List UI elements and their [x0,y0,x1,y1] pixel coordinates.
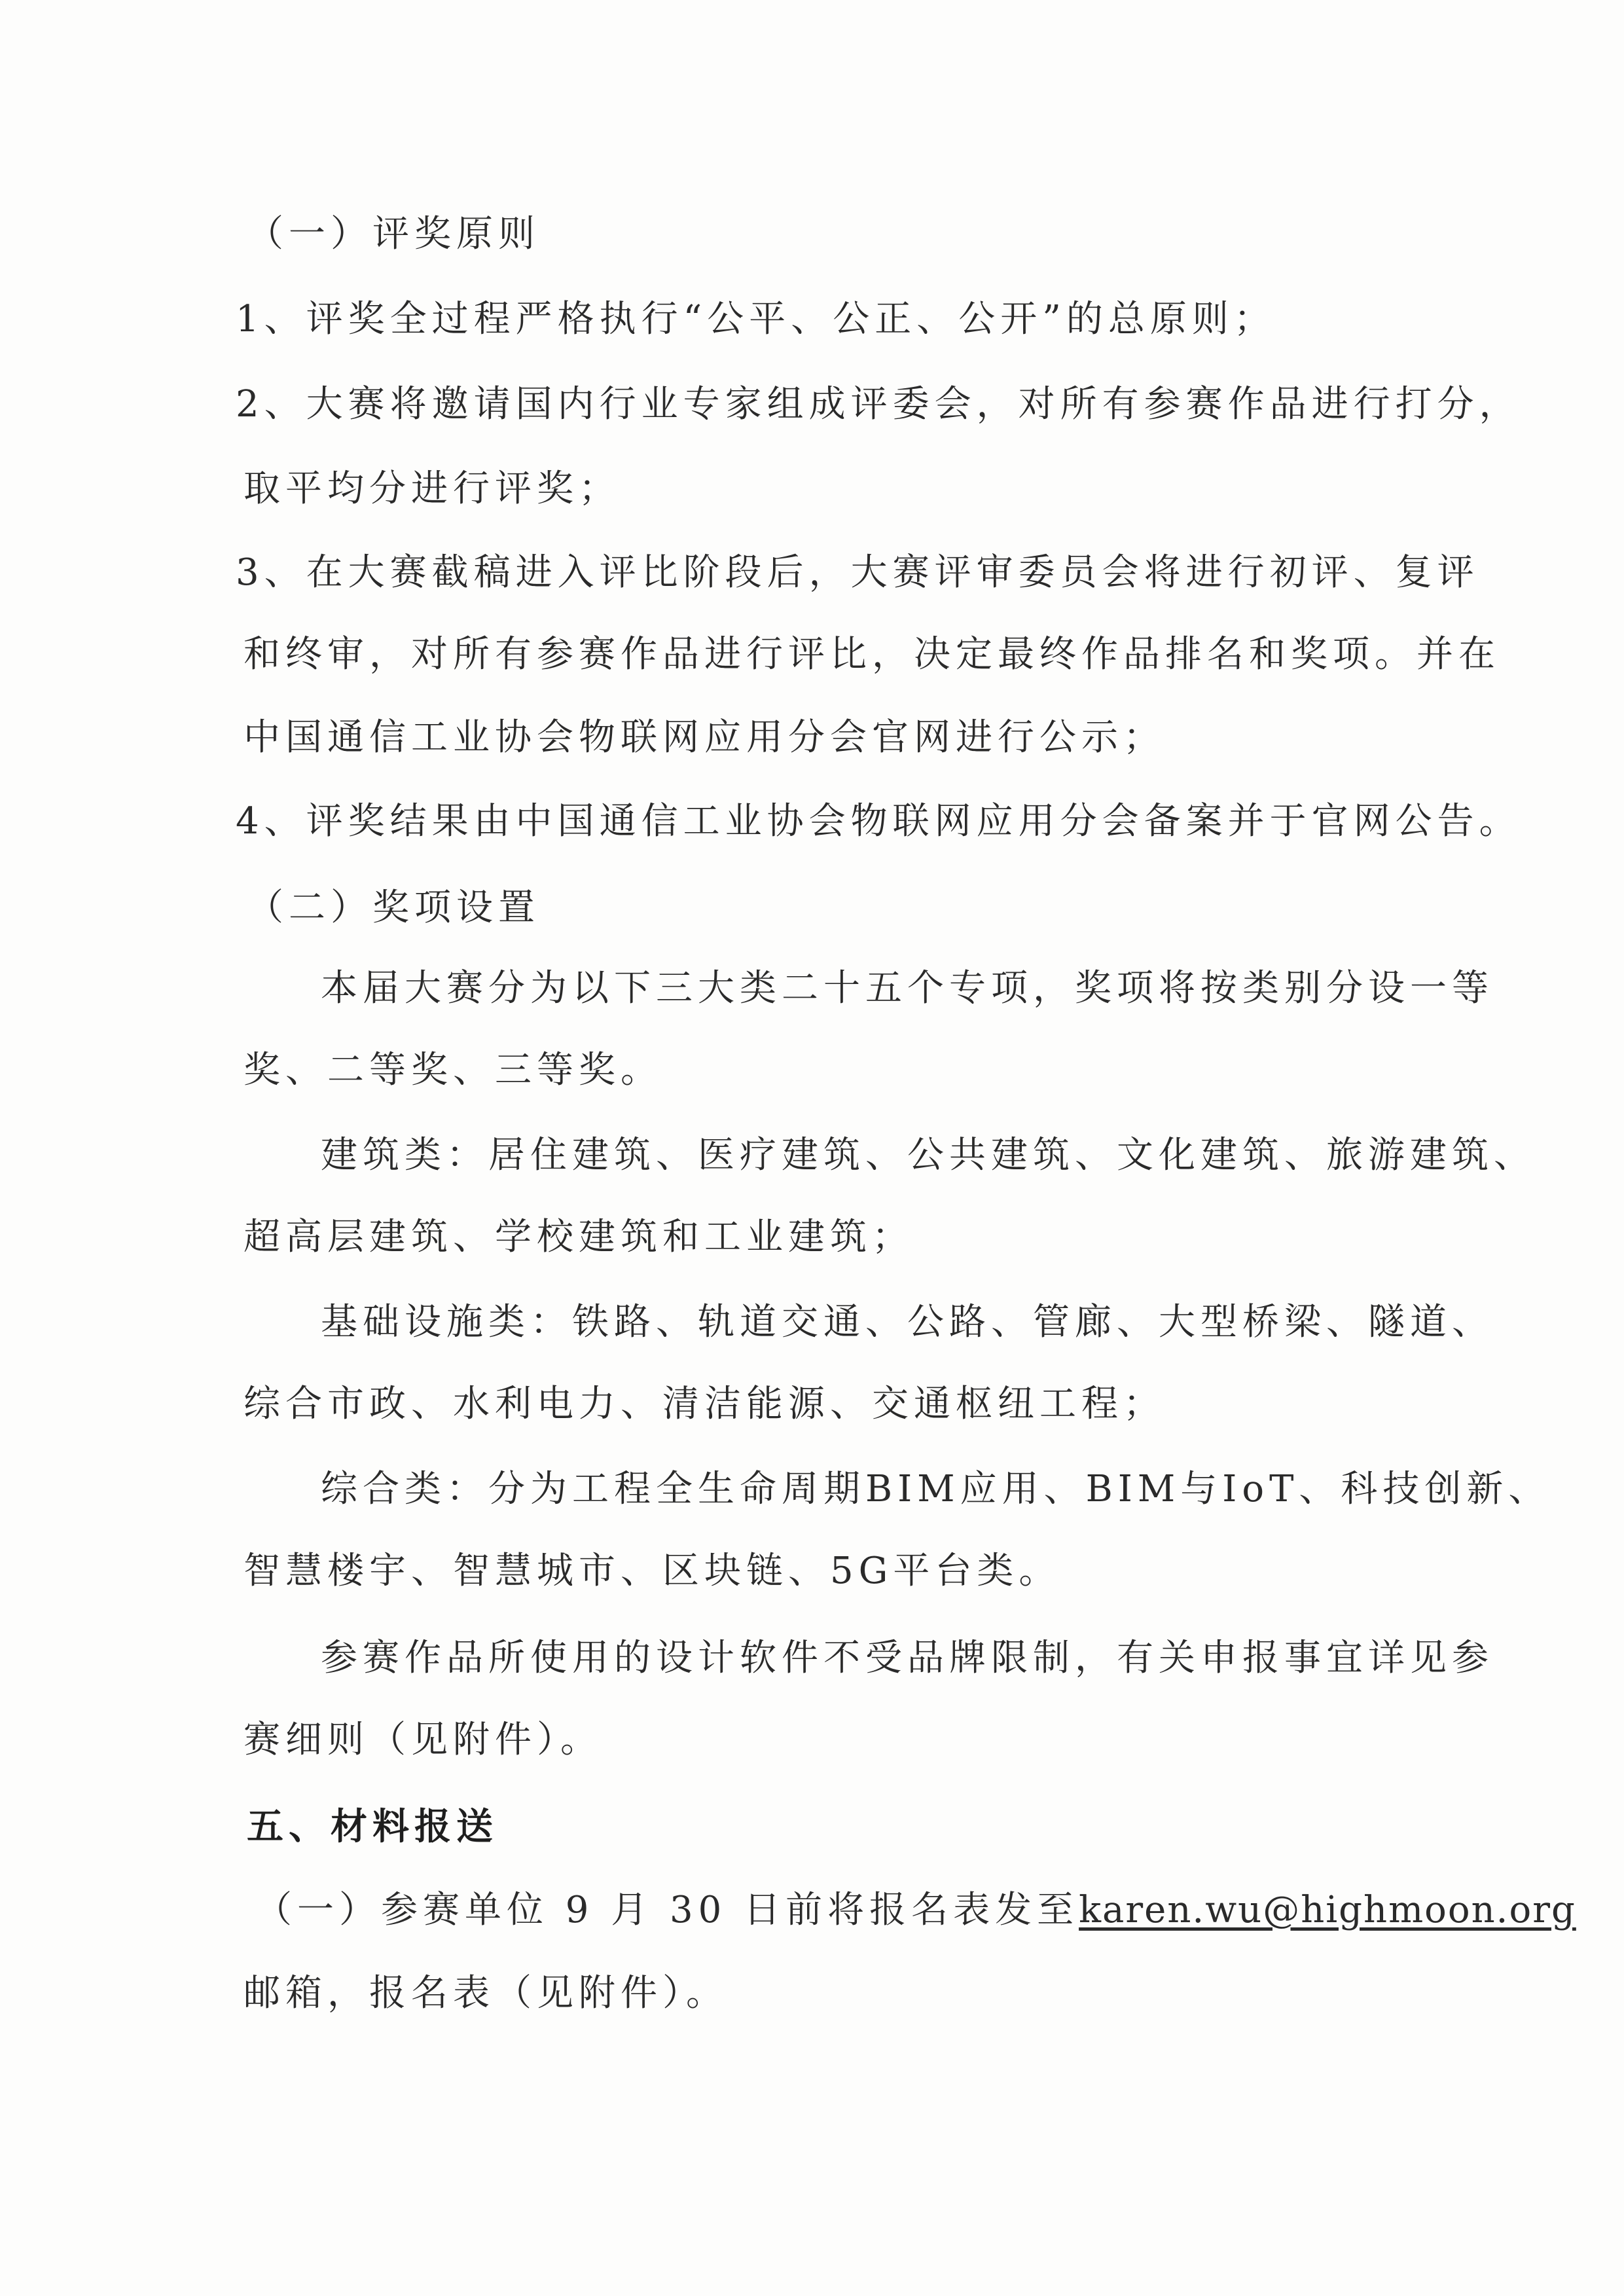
awards-setting-heading: （二）奖项设置 [247,886,540,929]
review-principle-2-line-1: 2、大赛将邀请国内行业专家组成评委会，对所有参赛作品进行打分， [236,383,1521,426]
review-principle-2-line-2: 取平均分进行评奖； [244,467,621,510]
contact-email-link[interactable]: karen.wu@highmoon.org [1079,1889,1576,1931]
software-note-line-2: 赛细则（见附件）。 [244,1719,602,1761]
software-note-line-1: 参赛作品所使用的设计软件不受品牌限制，有关申报事宜详见参 [321,1637,1494,1679]
materials-submission-heading: 五、材料报送 [247,1805,498,1848]
materials-item-1-text: （一）参赛单位 9 月 30 日前将报名表发至 [255,1889,1079,1931]
review-principle-4: 4、评奖结果由中国通信工业协会物联网应用分会备案并于官网公告。 [236,800,1521,843]
review-principle-3-line-3: 中国通信工业协会物联网应用分会官网进行公示； [244,716,1165,759]
review-principle-3-line-2: 和终审，对所有参赛作品进行评比，决定最终作品排名和奖项。并在 [244,633,1500,676]
infrastructure-category-line-1: 基础设施类：铁路、轨道交通、公路、管廊、大型桥梁、隧道、 [321,1301,1494,1343]
review-principles-heading: （一）评奖原则 [247,213,540,255]
materials-item-1-line-2: 邮箱，报名表（见附件）。 [244,1972,728,2014]
materials-item-1-line-1 [255,1887,1576,1933]
review-principle-3-line-1: 3、在大赛截稿进入评比阶段后，大赛评审委员会将进行初评、复评 [236,551,1479,594]
general-category-line-1: 综合类：分为工程全生命周期BIM应用、BIM与IoT、科技创新、 [321,1468,1551,1510]
general-category-line-2: 智慧楼宇、智慧城市、区块链、5G平台类。 [244,1550,1061,1592]
infrastructure-category-line-2: 综合市政、水利电力、清洁能源、交通枢纽工程； [244,1383,1165,1425]
awards-intro-line-2: 奖、二等奖、三等奖。 [244,1049,662,1091]
review-principle-1: 1、评奖全过程严格执行“公平、公正、公开”的总原则； [236,298,1276,340]
awards-intro-line-1: 本届大赛分为以下三大类二十五个专项，奖项将按类别分设一等 [321,967,1494,1010]
building-category-line-2: 超高层建筑、学校建筑和工业建筑； [244,1216,914,1258]
building-category-line-1: 建筑类：居住建筑、医疗建筑、公共建筑、文化建筑、旅游建筑、 [321,1134,1536,1176]
